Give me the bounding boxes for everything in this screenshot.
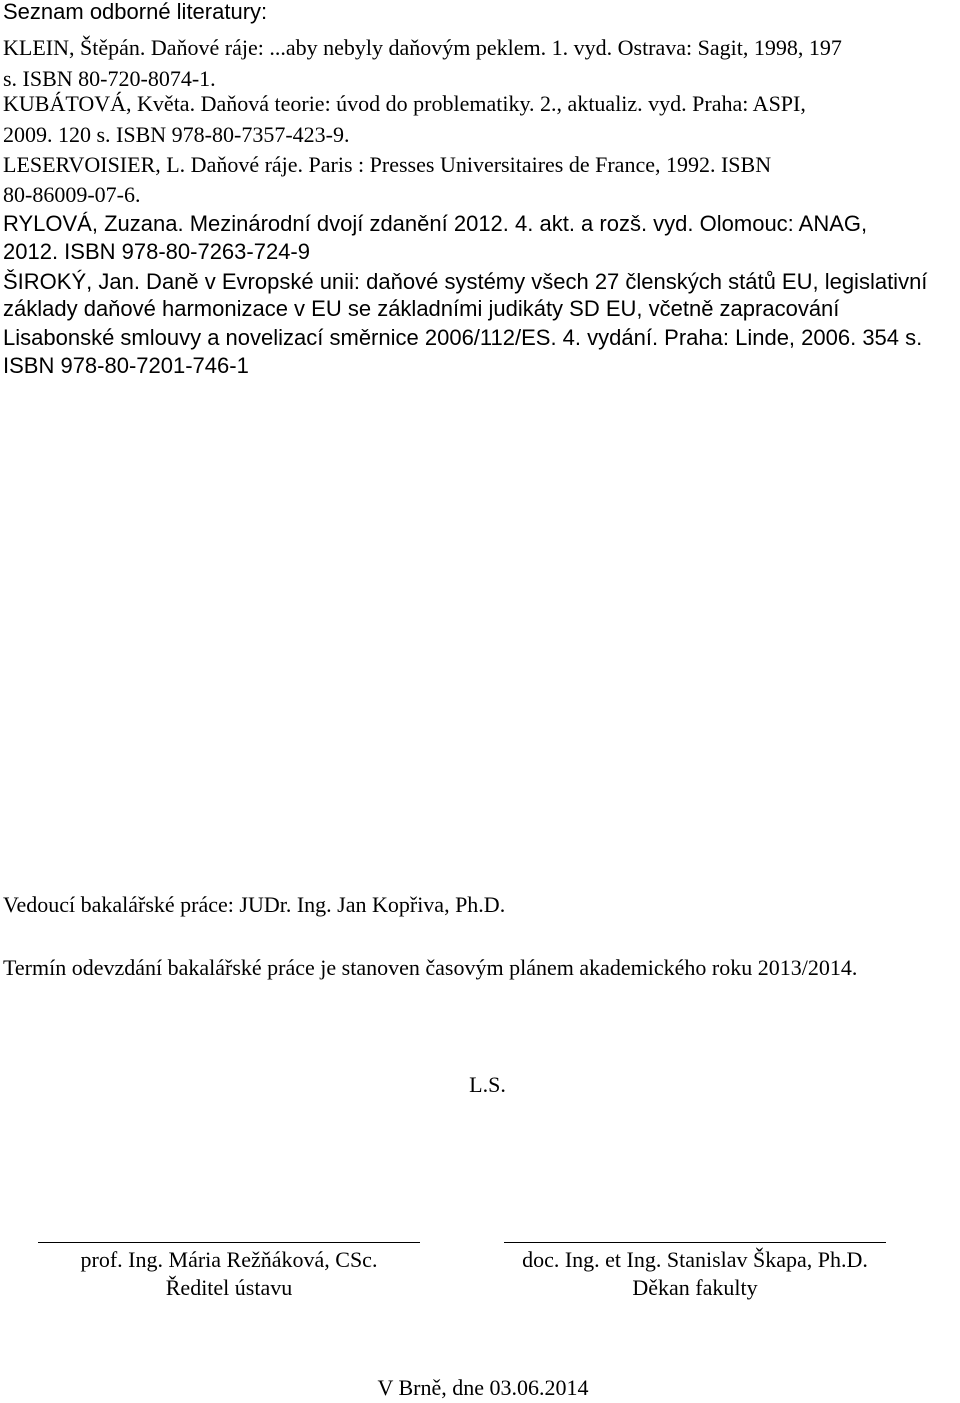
bibliography-line: ISBN 978-80-7201-746-1 xyxy=(3,353,249,378)
signature-line-right xyxy=(504,1242,886,1243)
supervisor-line: Vedoucí bakalářské práce: JUDr. Ing. Jan Kopřiva, Ph.D. xyxy=(3,892,506,917)
signatory-name-right: doc. Ing. et Ing. Stanislav Škapa, Ph.D. xyxy=(522,1247,868,1272)
bibliography-line: Lisabonské smlouvy a novelizací směrnice 2006/112/ES. 4. vydání. Praha: Linde, 2006. 354 s. xyxy=(3,325,923,350)
bibliography-line: 80-86009-07-6. xyxy=(3,182,141,207)
signatory-name-left: prof. Ing. Mária Režňáková, CSc. xyxy=(80,1247,378,1272)
signature-line-left xyxy=(38,1242,420,1243)
bibliography-line: RYLOVÁ, Zuzana. Mezinárodní dvojí zdanění 2012. 4. akt. a rozš. vyd. Olomouc: ANAG, xyxy=(3,211,868,236)
bibliography-line: základy daňové harmonizace v EU se základními judikáty SD EU, včetně zapracování xyxy=(3,296,840,321)
seal-mark: L.S. xyxy=(469,1072,506,1097)
signatory-role-left: Ředitel ústavu xyxy=(165,1275,293,1300)
bibliography-line: KLEIN, Štěpán. Daňové ráje: ...aby nebyly daňovým peklem. 1. vyd. Ostrava: Sagit, 1998, 197 xyxy=(3,35,842,60)
bibliography-line: ŠIROKÝ, Jan. Daně v Evropské unii: daňové systémy všech 27 členských států EU, legislativní xyxy=(3,269,928,294)
bibliography-line: LESERVOISIER, L. Daňové ráje. Paris : Presses Universitaires de France, 1992. ISBN xyxy=(3,152,772,177)
bibliography-line: 2009. 120 s. ISBN 978-80-7357-423-9. xyxy=(3,122,350,147)
place-date: V Brně, dne 03.06.2014 xyxy=(377,1375,589,1400)
signatory-role-right: Děkan fakulty xyxy=(632,1275,758,1300)
bibliography-line: s. ISBN 80-720-8074-1. xyxy=(3,66,216,91)
literature-heading: Seznam odborné literatury: xyxy=(3,0,268,24)
bibliography-line: 2012. ISBN 978-80-7263-724-9 xyxy=(3,239,310,264)
deadline-line: Termín odevzdání bakalářské práce je stanoven časovým plánem akademického roku 2013/2014. xyxy=(3,955,858,980)
bibliography-line: KUBÁTOVÁ, Květa. Daňová teorie: úvod do problematiky. 2., aktualiz. vyd. Praha: ASPI, xyxy=(3,91,806,116)
